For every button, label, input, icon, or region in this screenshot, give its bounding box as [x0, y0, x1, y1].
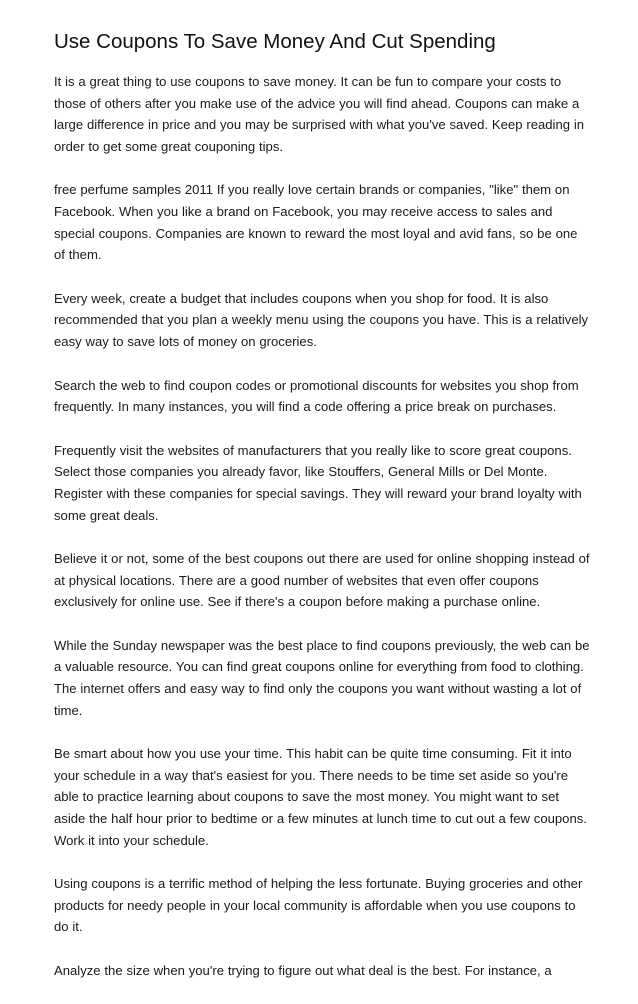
paragraph-budget: Every week, create a budget that includes coupons when you shop for food. It is also recommended that you plan a weekly menu using the coupons you have. This is a relatively easy way to save lots of money on groceries. [54, 290, 589, 349]
paragraph-search-web: Search the web to find coupon codes or promotional discounts for websites you shop from frequently. In many instances, you will find a code offering a price break on purchases. [54, 377, 579, 415]
paragraph-online-shopping: Believe it or not, some of the best coupons out there are used for online shopping instead of at physical locations. There are a good number of websites that even offer coupons exclusively for online use. See if there's a coupon before making a purchase online. [54, 551, 590, 610]
paragraph-less-fortunate: Using coupons is a terrific method of helping the less fortunate. Buying groceries and other products for needy people in your local community is affordable when you use coupons to do it. [54, 876, 583, 935]
document-title: Use Coupons To Save Money And Cut Spending [54, 30, 496, 53]
paragraph-facebook: free perfume samples 2011 If you really love certain brands or companies, "like" them on Facebook. When you like a brand on Facebook, you may receive access to sales and special coupons. Companies are known to reward the most loyal and avid fans, so be one of them. [54, 182, 578, 263]
paragraph-time: Be smart about how you use your time. This habit can be quite time consuming. Fit it into your schedule in a way that's easiest for you. There needs to be time set aside so you're able to practice learning about coupons to save the most money. You might want to set aside the half hour prior to bedtime or a few minutes at lunch time to cut out a few coupons. Work it into your schedule. [54, 746, 587, 848]
paragraph-intro: It is a great thing to use coupons to save money. It can be fun to compare your costs to those of others after you make use of the advice you will find ahead. Coupons can make a large difference in price and you may be surprised with what you've saved. Keep reading in order to get some great couponing tips. [54, 74, 585, 154]
paragraph-analyze-size: Analyze the size when you're trying to figure out what deal is the best. For instance, a [54, 963, 552, 978]
paragraph-manufacturers: Frequently visit the websites of manufacturers that you really like to score great coupons. Select those companies you already favor, like Stouffers, General Mills or Del Monte. Register with these companies for special savings. They will reward your brand loyalty with some great deals. [54, 442, 582, 523]
document-page [54, 28, 592, 1004]
paragraph-sunday-newspaper: While the Sunday newspaper was the best place to find coupons previously, the web can be a valuable resource. You can find great coupons online for everything from food to clothing. The internet offers and easy way to find only the coupons you want without wasting a lot of time. [54, 637, 590, 718]
